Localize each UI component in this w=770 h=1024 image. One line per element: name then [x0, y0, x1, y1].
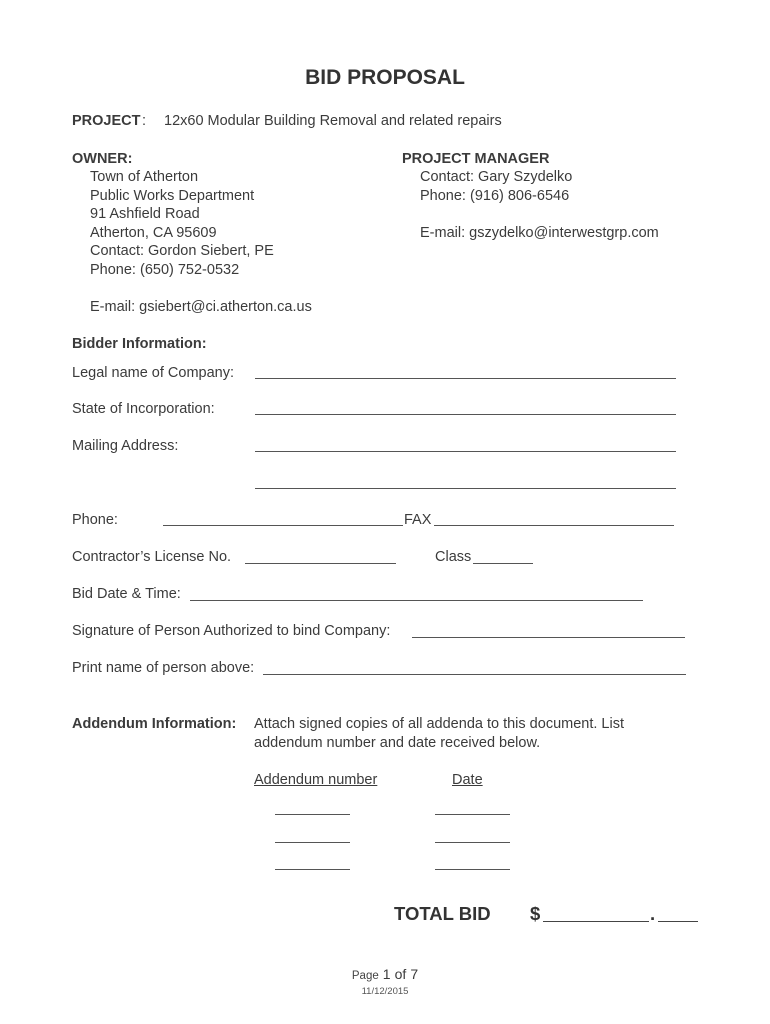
addendum-number-field[interactable]: [275, 842, 350, 843]
state-label: State of Incorporation:: [72, 401, 215, 417]
owner-email: E-mail: gsiebert@ci.atherton.ca.us: [90, 299, 312, 315]
total-bid-dollars-field[interactable]: [543, 921, 649, 922]
bid-date-field[interactable]: [190, 600, 643, 601]
addendum-number-field[interactable]: [275, 869, 350, 870]
addendum-text: Attach signed copies of all addenda to this document. List: [254, 716, 624, 732]
print-name-field[interactable]: [263, 674, 686, 675]
page-total: 7: [410, 966, 419, 982]
signature-label: Signature of Person Authorized to bind Company:: [72, 623, 391, 639]
signature-field[interactable]: [412, 637, 685, 638]
state-field[interactable]: [255, 414, 676, 415]
addendum-text: addendum number and date received below.: [254, 735, 541, 751]
fax-label: FAX: [404, 512, 432, 528]
mailing-address-field[interactable]: [255, 451, 676, 452]
print-name-label: Print name of person above:: [72, 660, 255, 676]
license-label: Contractor’s License No.: [72, 549, 232, 565]
class-label: Class: [435, 549, 472, 565]
mailing-address-field-2[interactable]: [255, 488, 676, 489]
page-title: BID PROPOSAL: [305, 66, 465, 89]
page-of: of: [394, 966, 407, 982]
phone-label: Phone:: [72, 512, 118, 528]
total-bid-currency: $: [530, 903, 541, 924]
project-value: 12x60 Modular Building Removal and related repairs: [164, 113, 502, 129]
page-word: Page: [351, 970, 379, 982]
total-bid-separator: .: [650, 903, 656, 924]
owner-line: Phone: (650) 752-0532: [90, 262, 240, 278]
addendum-date-field[interactable]: [435, 869, 510, 870]
owner-line: 91 Ashfield Road: [90, 206, 200, 222]
legal-name-label: Legal name of Company:: [72, 365, 235, 381]
addendum-date-field[interactable]: [435, 814, 510, 815]
pm-phone: Phone: (916) 806-6546: [420, 188, 570, 204]
project-colon: :: [142, 113, 147, 129]
license-field[interactable]: [245, 563, 396, 564]
phone-field[interactable]: [163, 525, 403, 526]
bidder-heading: Bidder Information:: [72, 336, 207, 352]
footer-date: 11/12/2015: [361, 986, 409, 997]
fax-field[interactable]: [434, 525, 674, 526]
owner-line: Public Works Department: [90, 188, 255, 204]
page-number: [0, 966, 770, 983]
owner-line: Town of Atherton: [90, 169, 199, 185]
owner-line: Contact: Gordon Siebert, PE: [90, 243, 274, 259]
total-bid-cents-field[interactable]: [658, 921, 698, 922]
page-num: 1: [382, 966, 391, 982]
pm-email: E-mail: gszydelko@interwestgrp.com: [420, 225, 659, 241]
project-manager-heading: PROJECT MANAGER: [402, 151, 550, 167]
addendum-date-column: Date: [452, 772, 483, 788]
pm-contact: Contact: Gary Szydelko: [420, 169, 573, 185]
owner-line: Atherton, CA 95609: [90, 225, 217, 241]
bid-date-label: Bid Date & Time:: [72, 586, 181, 602]
addendum-number-field[interactable]: [275, 814, 350, 815]
total-bid-label: TOTAL BID: [394, 903, 491, 924]
addendum-date-field[interactable]: [435, 842, 510, 843]
mailing-address-label: Mailing Address:: [72, 438, 179, 454]
owner-heading: OWNER:: [72, 151, 133, 167]
addendum-number-column: Addendum number: [254, 772, 378, 788]
project-label: PROJECT: [72, 113, 141, 129]
legal-name-field[interactable]: [255, 378, 676, 379]
class-field[interactable]: [473, 563, 533, 564]
addendum-heading: Addendum Information:: [72, 716, 237, 732]
